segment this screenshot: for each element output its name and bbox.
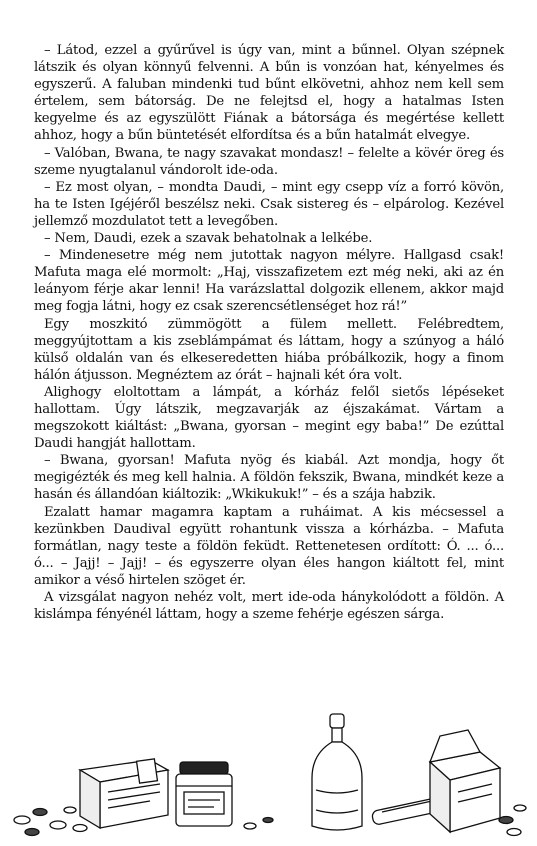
paragraph: Egy moszkitó zümmögött a fülem mellett. Felébredtem, meggyújtottam a kis zseblámpámat és láttam, hogy a szúnyog a háló külső oldalán van és elkeseredetten hiába próbálkozik, hogy a finom hálón átjusson. Megnéztem az órát – hajnali két óra volt. [34, 316, 504, 383]
paragraph: – Valóban, Bwana, te nagy szavakat mondasz! – felelte a kövér öreg és szeme nyugtalanul vándorolt ide-oda. [34, 145, 504, 178]
paragraph: – Ez most olyan, – mondta Daudi, – mint egy csepp víz a forró kövön, ha te Isten Igéjéről beszélsz neki. Csak sistereg és – elpárolog. Kezével jellemző mozdulatot tett a levegőben. [34, 179, 504, 229]
paragraph: – Bwana, gyorsan! Mafuta nyög és kiabál. Azt mondja, hogy őt megigézték és meg kell halnia. A földön fekszik, Bwana, mindkét keze a hasán és állandóan kiáltozik: „Wkikukuk!” – és a szája habzik. [34, 453, 504, 503]
pill-jar [176, 762, 232, 826]
paragraph: Ezalatt hamar magamra kaptam a ruháimat. A kis mécsessel a kezünkben Daudival együtt rohantunk vissza a kórházba. – Mafuta formátlan, nagy teste a földön feküdt. Rettenetesen ordított: Ó. ... ó... ó... – Jajj! – Jajj! – és egyszerre olyan éles hangon kiáltott fel, mint amikor a véső hirtelen szöget ér. [34, 504, 504, 588]
medicine-box [80, 759, 168, 828]
paragraph: – Nem, Daudi, ezek a szavak behatolnak a lelkébe. [44, 231, 373, 247]
pills-left [14, 807, 87, 836]
open-box [430, 730, 500, 832]
paragraph: Alighogy eloltottam a lámpát, a kórház felől sietős lépéseket hallottam. Úgy látszik, megzavarják az éjszakámat. Vártam a megszokott kiáltást: „Bwana, gyorsan – megint egy baba!” De ezúttal Daudi hangját hallottam. [34, 384, 504, 452]
paragraph: – Látod, ezzel a gyűrűvel is úgy van, mint a bűnnel. Olyan szépnek látszik és olyan könnyű felvenni. A bűn is vonzóan hat, kényelmes és egyszerű. A faluban mindenki tud bűnt elkövetni, ahhoz nem kell sem értelem, sem bátorság. De ne felejtsd el, hogy a hatalmas Isten kegyelme és az egyszülött Fiának a bátorsága és megértése kellett ahhoz, hogy a bűn büntetését elfordítsa és a bűn hatalmát elvegye. [34, 43, 504, 144]
pills-middle [244, 818, 273, 830]
paragraph: – Mindenesetre még nem jutottak nagyon mélyre. Hallgasd csak! Mafuta maga elé mormolt: „Haj, visszafizetem ezt még neki, aki az én leányom férje akar lenni! Ha varázslattal dolgozik ellenem, akkor majd meg fogja látni, hogy ez csak szerencsétlenséget hoz rá!” [34, 248, 504, 315]
medicine-bottle [312, 714, 362, 830]
paragraph: A vizsgálat nagyon nehéz volt, mert ide-oda hánykolódott a földön. A kislámpa fényénél láttam, hogy a szeme fehérje egészen sárga. [34, 590, 504, 623]
medicine-illustration [0, 700, 537, 846]
pills-right [499, 805, 526, 836]
page-text [34, 42, 504, 623]
